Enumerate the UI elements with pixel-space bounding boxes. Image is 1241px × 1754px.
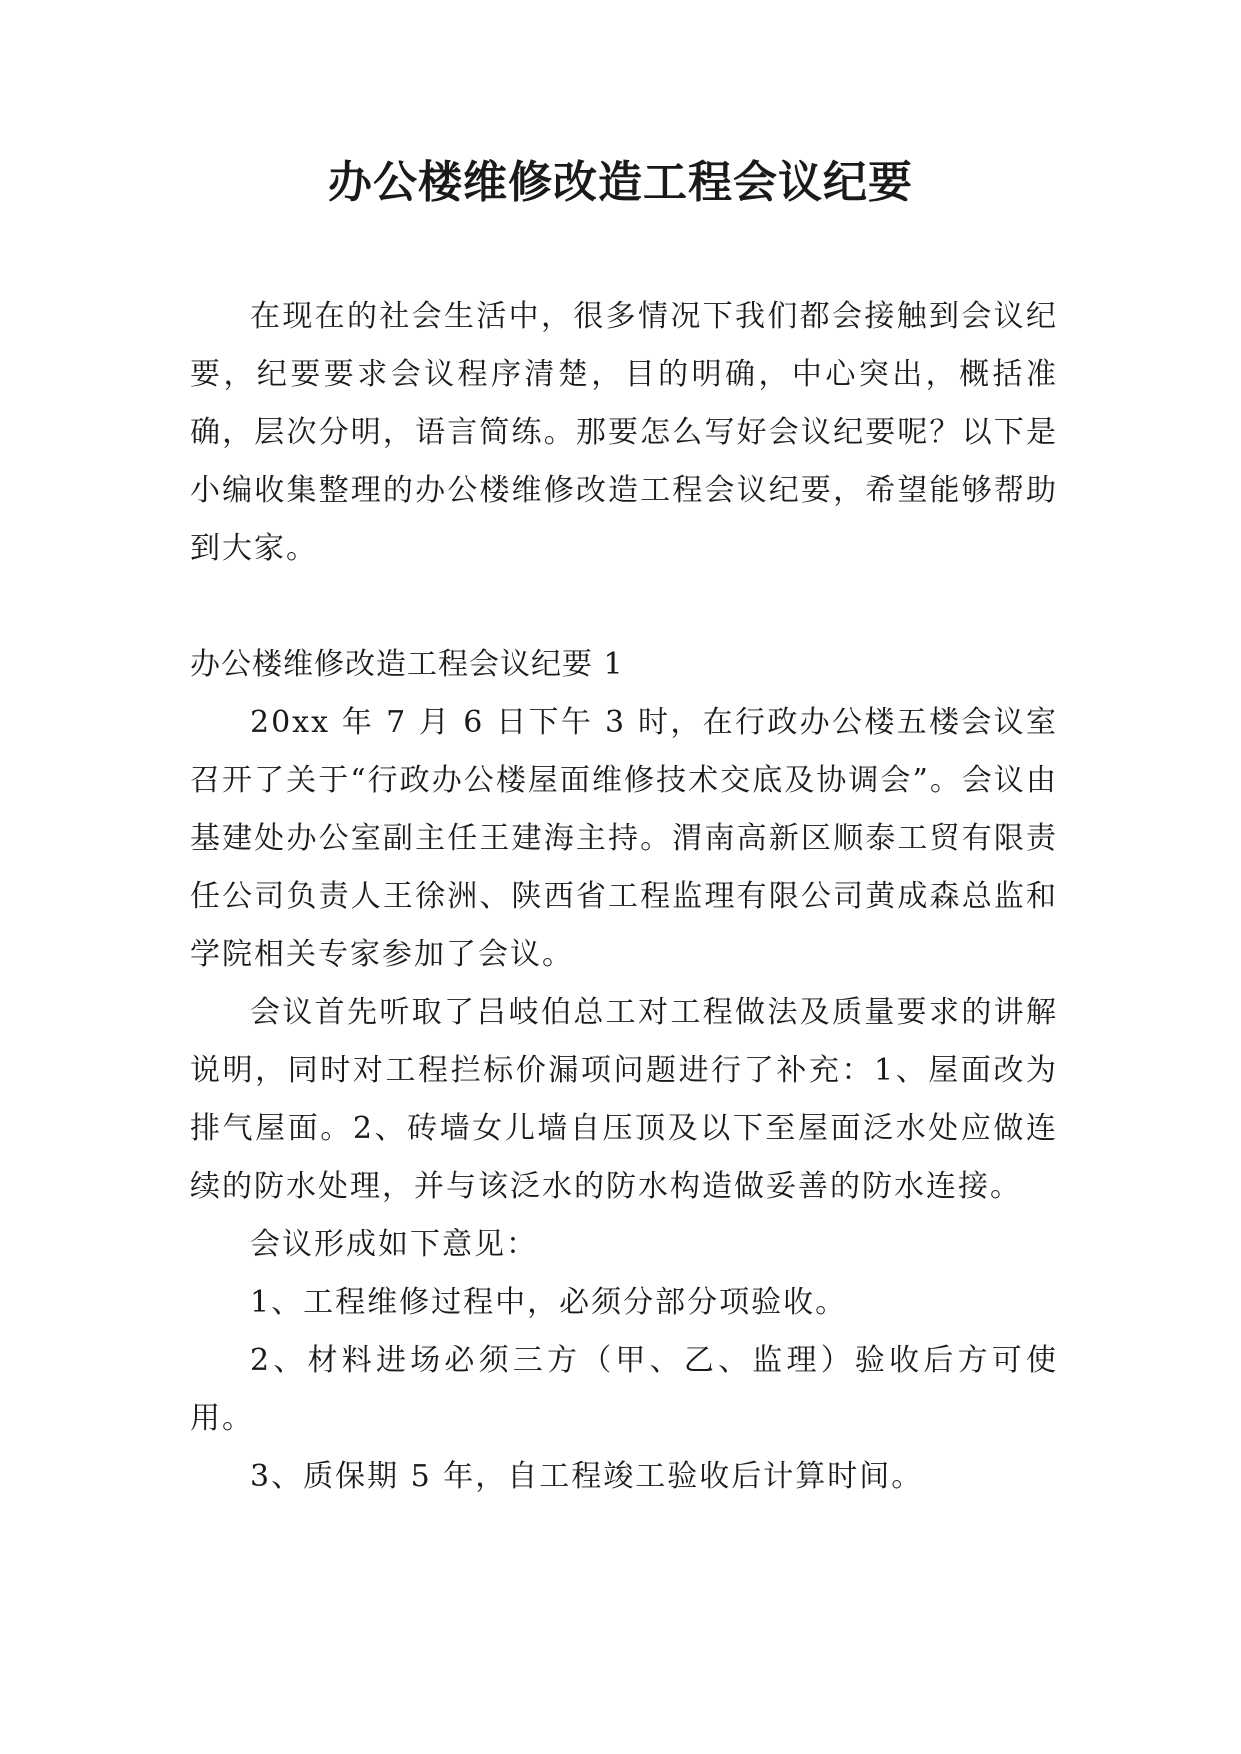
section-spacer <box>190 578 1058 636</box>
list-item-2: 2、材料进场必须三方（甲、乙、监理）验收后方可使用。 <box>190 1343 1058 1436</box>
list-item-1: 1、工程维修过程中，必须分部分项验收。 <box>250 1285 848 1320</box>
body-paragraph-1: 20xx 年 7 月 6 日下午 3 时，在行政办公楼五楼会议室召开了关于“行政办公楼屋面维修技术交底及协调会”。会议由基建处办公室副主任王建海主持。渭南高新区顺泰工贸有限责任公司负责人王徐洲、陕西省工程监理有限公司黄成森总监和学院相关专家参加了会议。 <box>190 705 1058 972</box>
section-heading: 办公楼维修改造工程会议纪要 1 <box>190 647 624 682</box>
document-body <box>190 288 1058 1506</box>
body-paragraph-3: 会议形成如下意见： <box>250 1227 538 1262</box>
document-title: 办公楼维修改造工程会议纪要 <box>328 157 913 208</box>
body-paragraph-2: 会议首先听取了吕岐伯总工对工程做法及质量要求的讲解说明，同时对工程拦标价漏项问题进行了补充：1、屋面改为排气屋面。2、砖墙女儿墙自压顶及以下至屋面泛水处应做连续的防水处理，并与该泛水的防水构造做妥善的防水连接。 <box>190 995 1058 1204</box>
list-item-3: 3、质保期 5 年，自工程竣工验收后计算时间。 <box>250 1459 924 1494</box>
intro-paragraph: 在现在的社会生活中，很多情况下我们都会接触到会议纪要，纪要要求会议程序清楚，目的明确，中心突出，概括准确，层次分明，语言简练。那要怎么写好会议纪要呢？以下是小编收集整理的办公楼维修改造工程会议纪要，希望能够帮助到大家。 <box>190 299 1058 566</box>
